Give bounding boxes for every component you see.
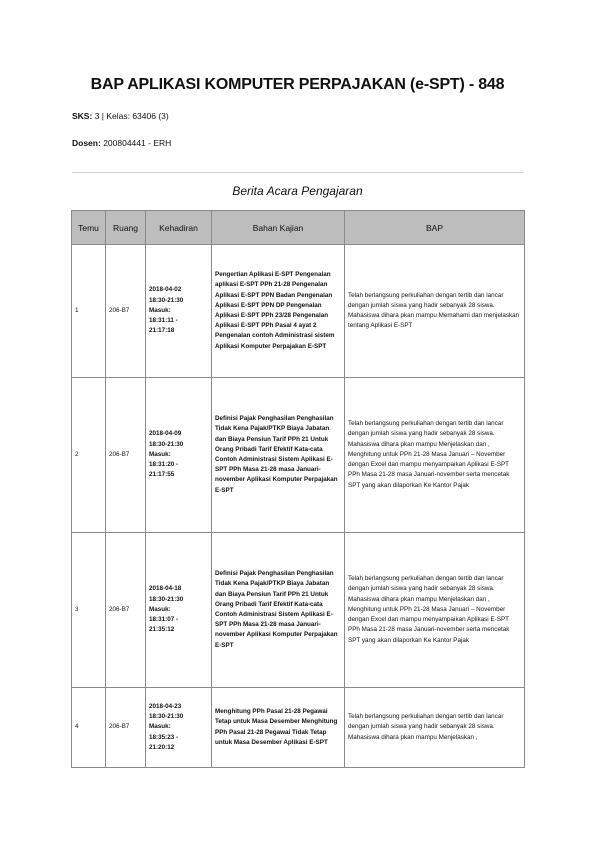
cell-temu: 4 [72,688,106,768]
cell-temu: 1 [72,245,106,378]
dosen-label: Dosen: [72,138,101,148]
cell-kehadiran: 2018-04-09 18:30-21:30 Masuk: 18:31:20 - 21:17:55 [146,378,212,533]
table-row [72,378,525,533]
cell-kehadiran: 2018-04-23 18:30-21:30 Masuk: 18:35:23 - 21:20:12 [146,688,212,768]
cell-bahan-kajian: Menghitung PPh Pasal 21-28 Pegawai Tetap untuk Masa Desember Menghitung PPh Pasal 21-28 Pegawai Tidak Tetap untuk Masa Desember Aplikasi E-SPT [212,688,345,768]
cell-ruang: 206-B7 [106,245,146,378]
table-header-row [72,211,525,245]
sks-value: 3 | Kelas: 63406 (3) [94,111,169,121]
cell-temu: 2 [72,378,106,533]
cell-bap: Telah berlangsung perkuliahan dengan tertib dan lancar dengan jumlah siswa yang hadir sebanyak 28 siswa. Mahasiswa dihara pkan mampu Menjelaskan dan , Menghitung untuk PPh 21-28 Masa Januari – November dengan Excel dan mampu menyampaikan Aplikasi E-SPT PPh Masa 21-28 masa Januari-november serta mencetak SPT yang akan dilaporkan Ke Kantor Pajak [345,533,525,688]
cell-kehadiran: 2018-04-18 18:30-21:30 Masuk: 18:31:07 - 21:35:12 [146,533,212,688]
sks-label: SKS: [72,111,93,121]
cell-bahan-kajian: Pengertian Aplikasi E-SPT Pengenalan aplikasi E-SPT PPh 21-28 Pengenalan Aplikasi E-SPT PPN Badan Pengenalan Aplikasi E-SPT PPN DP Pengenalan Aplikasi E-SPT PPh 23/28 Pengenalan Aplikasi E-SPT PPh Pasal 4 ayat 2 Pengenalan contoh Administrasi sistem Aplikasi Komputer Perpajakan E-SPT [212,245,345,378]
divider [72,172,524,173]
cell-ruang: 206-B7 [106,378,146,533]
header-kehadiran: Kehadiran [146,211,212,245]
cell-ruang: 206-B7 [106,533,146,688]
document-title: BAP APLIKASI KOMPUTER PERPAJAKAN (e-SPT) - 848 [90,76,505,93]
header-ruang: Ruang [106,211,146,245]
table-row [72,533,525,688]
cell-ruang: 206-B7 [106,688,146,768]
cell-bahan-kajian: Definisi Pajak Penghasilan Penghasilan Tidak Kena Pajak/PTKP Biaya Jabatan dan Biaya Pensiun Tarif PPh 21 Untuk Orang Pribadi Tarif Efektif Kata-cata Contoh Administrasi Sistem Aplikasi E-SPT PPh Masa 21-28 masa Januari-november Aplikasi Komputer Perpajakan E-SPT [212,533,345,688]
table-row [72,688,525,768]
section-title: Berita Acara Pengajaran [232,184,363,198]
cell-bap: Telah berlangsung perkuliahan dengan tertib dan lancar dengan jumlah siswa yang hadir sebanyak 28 siswa. Mahasiswa dihara pkan mampu Menjelaskan dan , Menghitung untuk PPh 21-28 Masa Januari – November dengan Excel dan mampu menyampaikan Aplikasi E-SPT PPh Masa 21-28 masa Januari-november serta mencetak SPT yang akan dilaporkan Ke Kantor Pajak [345,378,525,533]
table-row [72,245,525,378]
cell-temu: 3 [72,533,106,688]
header-bahan-kajian: Bahan Kajian [212,211,345,245]
lecturer-info [72,138,171,148]
cell-bap: Telah berlangsung perkuliahan dengan tertib dan lancar dengan jumlah siswa yang hadir sebanyak 28 siswa. Mahasiswa dihara pkan mampu Memahami dan menjelaskan tentang Aplikasi E-SPT [345,245,525,378]
header-temu: Temu [72,211,106,245]
cell-kehadiran: 2018-04-02 18:30-21:30 Masuk: 18:31:11 - 21:17:18 [146,245,212,378]
cell-bap: Telah berlangsung perkuliahan dengan tertib dan lancar dengan jumlah siswa yang hadir sebanyak 28 siswa. Mahasiswa dihara pkan mampu Menjelaskan , [345,688,525,768]
bap-table [71,210,525,768]
class-info [72,111,169,121]
dosen-value: 200804441 - ERH [103,138,172,148]
cell-bahan-kajian: Definisi Pajak Penghasilan Penghasilan Tidak Kena Pajak/PTKP Biaya Jabatan dan Biaya Pensiun Tarif PPh 21 Untuk Orang Pribadi Tarif Efektif Kata-cata Contoh Administrasi Sistem Aplikasi E-SPT PPh Masa 21-28 masa Januari-november Aplikasi Komputer Perpajakan E-SPT [212,378,345,533]
header-bap: BAP [345,211,525,245]
